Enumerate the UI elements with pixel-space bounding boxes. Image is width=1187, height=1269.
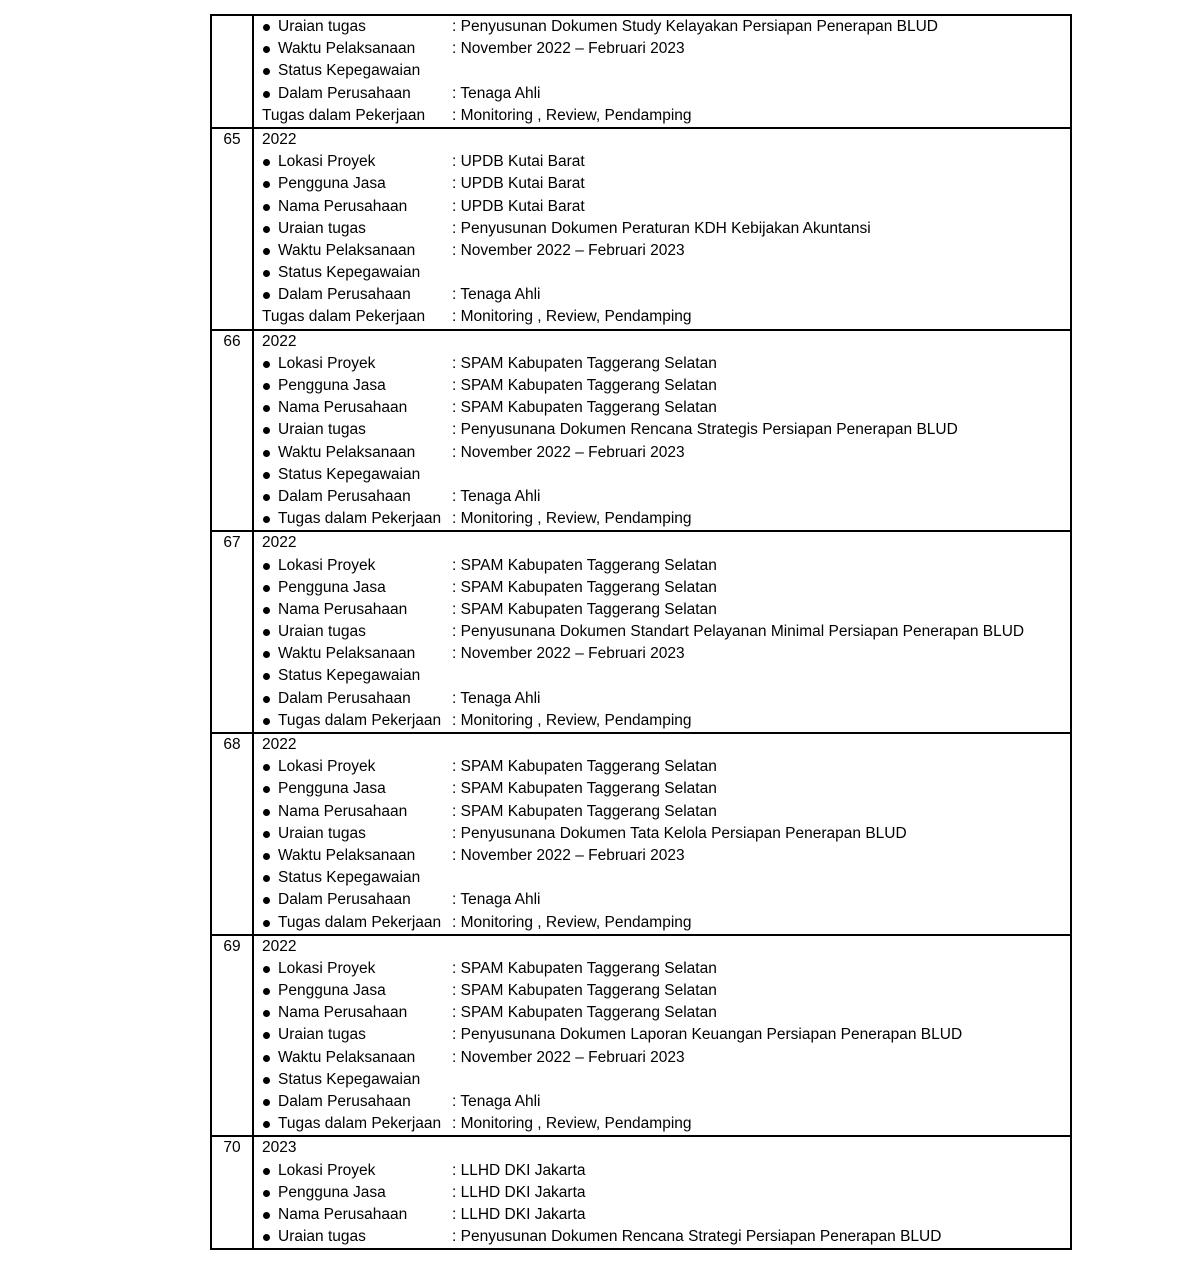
detail-value: : SPAM Kabupaten Taggerang Selatan bbox=[452, 982, 717, 1000]
detail-line bbox=[262, 151, 1066, 173]
detail-value: : November 2022 – Februari 2023 bbox=[452, 1048, 685, 1066]
detail-label: Dalam Perusahaan bbox=[278, 286, 411, 304]
detail-line bbox=[262, 555, 1066, 577]
detail-value bbox=[452, 1069, 1066, 1091]
detail-label: Nama Perusahaan bbox=[278, 1004, 408, 1022]
table-row bbox=[212, 936, 1070, 1138]
detail-value: : UPDB Kutai Barat bbox=[452, 197, 585, 215]
bullet-icon bbox=[262, 801, 278, 823]
detail-value: : UPDB Kutai Barat bbox=[452, 175, 585, 193]
detail-label: Waktu Pelaksanaan bbox=[278, 846, 416, 864]
detail-line bbox=[262, 577, 1066, 599]
detail-label: Pengguna Jasa bbox=[278, 578, 386, 596]
detail-value: : SPAM Kabupaten Taggerang Selatan bbox=[452, 802, 717, 820]
detail-value: : November 2022 – Februari 2023 bbox=[452, 241, 685, 259]
detail-line bbox=[262, 419, 1066, 441]
detail-label: Dalam Perusahaan bbox=[278, 1093, 411, 1110]
row-number-cell bbox=[212, 532, 254, 732]
row-content-cell bbox=[254, 331, 1070, 531]
bullet-icon bbox=[262, 83, 278, 105]
detail-value: : SPAM Kabupaten Taggerang Selatan bbox=[452, 959, 717, 977]
detail-label: Tugas dalam Pekerjaan bbox=[278, 510, 442, 528]
detail-value: : Penyusunana Dokumen Rencana Strategis Persiapan Penerapan BLUD bbox=[452, 421, 958, 439]
detail-label: Tugas dalam Pekerjaan bbox=[278, 913, 442, 931]
detail-value: : SPAM Kabupaten Taggerang Selatan bbox=[452, 354, 717, 372]
row-number-cell bbox=[212, 129, 254, 329]
detail-value: : Penyusunan Dokumen Study Kelayakan Persiapan Penerapan BLUD bbox=[452, 18, 938, 35]
detail-line bbox=[262, 240, 1066, 262]
detail-line bbox=[262, 1024, 1066, 1046]
bullet-icon bbox=[262, 665, 278, 687]
detail-value: : November 2022 – Februari 2023 bbox=[452, 846, 685, 864]
detail-line bbox=[262, 173, 1066, 195]
bullet-icon bbox=[262, 1047, 278, 1069]
table-row bbox=[212, 129, 1070, 331]
detail-line bbox=[262, 218, 1066, 240]
bullet-icon bbox=[262, 1182, 278, 1204]
bullet-icon bbox=[262, 151, 278, 173]
bullet-icon bbox=[262, 38, 278, 60]
detail-line bbox=[262, 688, 1066, 710]
detail-value: : Monitoring , Review, Pendamping bbox=[452, 913, 692, 931]
detail-label: Waktu Pelaksanaan bbox=[278, 645, 416, 663]
row-number: 68 bbox=[223, 736, 241, 753]
detail-line bbox=[262, 397, 1066, 419]
bullet-icon bbox=[262, 240, 278, 262]
detail-line bbox=[262, 105, 1066, 127]
detail-line bbox=[262, 1002, 1066, 1024]
detail-value: : Tenaga Ahli bbox=[452, 84, 541, 102]
detail-line bbox=[262, 845, 1066, 867]
detail-label: Status Kepegawaian bbox=[278, 264, 421, 282]
detail-label: Lokasi Proyek bbox=[278, 758, 376, 776]
year-label: 2022 bbox=[262, 130, 297, 148]
detail-line bbox=[262, 306, 1066, 328]
bullet-icon bbox=[262, 555, 278, 577]
detail-label: Status Kepegawaian bbox=[278, 667, 421, 685]
detail-value: : SPAM Kabupaten Taggerang Selatan bbox=[452, 556, 717, 574]
bullet-icon bbox=[262, 196, 278, 218]
detail-line bbox=[262, 284, 1066, 306]
bullet-icon bbox=[262, 710, 278, 732]
bullet-icon bbox=[262, 173, 278, 195]
detail-label: Lokasi Proyek bbox=[278, 556, 376, 574]
detail-value: : Penyusunana Dokumen Tata Kelola Persiapan Penerapan BLUD bbox=[452, 824, 907, 842]
detail-label: Status Kepegawaian bbox=[278, 465, 421, 483]
bullet-icon bbox=[262, 1113, 278, 1135]
detail-line bbox=[262, 912, 1066, 934]
bullet-icon bbox=[262, 218, 278, 240]
detail-label: Waktu Pelaksanaan bbox=[278, 1048, 416, 1066]
detail-label: Tugas dalam Pekerjaan bbox=[262, 106, 426, 124]
row-content-cell bbox=[254, 532, 1070, 732]
detail-value: : Penyusunan Dokumen Rencana Strategi Persiapan Penerapan BLUD bbox=[452, 1228, 942, 1246]
detail-value: : Monitoring , Review, Pendamping bbox=[452, 308, 692, 326]
detail-label: Pengguna Jasa bbox=[278, 1183, 386, 1201]
detail-label: Lokasi Proyek bbox=[278, 153, 376, 171]
year-label: 2022 bbox=[262, 937, 297, 955]
table-row bbox=[212, 16, 1070, 129]
bullet-icon bbox=[262, 508, 278, 530]
bullet-icon bbox=[262, 889, 278, 911]
detail-label: Lokasi Proyek bbox=[278, 959, 376, 977]
bullet-icon bbox=[262, 1226, 278, 1248]
bullet-icon bbox=[262, 375, 278, 397]
table-row bbox=[212, 1137, 1070, 1248]
detail-line bbox=[262, 980, 1066, 1002]
detail-value: : Monitoring , Review, Pendamping bbox=[452, 510, 692, 528]
bullet-icon bbox=[262, 688, 278, 710]
detail-label: Uraian tugas bbox=[278, 1228, 366, 1246]
detail-line bbox=[262, 710, 1066, 732]
detail-label: Uraian tugas bbox=[278, 219, 366, 237]
detail-line bbox=[262, 83, 1066, 105]
detail-line bbox=[262, 665, 1066, 687]
bullet-icon bbox=[262, 621, 278, 643]
detail-label: Pengguna Jasa bbox=[278, 982, 386, 1000]
bullet-icon bbox=[262, 486, 278, 508]
bullet-icon bbox=[262, 867, 278, 889]
detail-line bbox=[262, 375, 1066, 397]
bullet-icon bbox=[262, 823, 278, 845]
detail-line bbox=[262, 867, 1066, 889]
bullet-icon bbox=[262, 16, 278, 38]
row-content-cell bbox=[254, 1137, 1070, 1248]
detail-line bbox=[262, 442, 1066, 464]
year-label: 2022 bbox=[262, 332, 297, 350]
detail-value: : Tenaga Ahli bbox=[452, 1093, 541, 1110]
bullet-icon bbox=[262, 464, 278, 486]
detail-value: : Tenaga Ahli bbox=[452, 487, 541, 505]
table-row bbox=[212, 331, 1070, 533]
row-number: 67 bbox=[223, 534, 241, 552]
bullet-icon bbox=[262, 1204, 278, 1226]
detail-value: : SPAM Kabupaten Taggerang Selatan bbox=[452, 399, 717, 417]
detail-line bbox=[262, 464, 1066, 486]
detail-value: : SPAM Kabupaten Taggerang Selatan bbox=[452, 780, 717, 798]
detail-label: Nama Perusahaan bbox=[278, 399, 408, 417]
bullet-icon bbox=[262, 756, 278, 778]
detail-line bbox=[262, 643, 1066, 665]
bullet-icon bbox=[262, 845, 278, 867]
detail-value: : Monitoring , Review, Pendamping bbox=[452, 1115, 692, 1133]
year-label: 2022 bbox=[262, 534, 297, 552]
detail-line bbox=[262, 1091, 1066, 1113]
detail-label: Uraian tugas bbox=[278, 623, 366, 641]
projects-table bbox=[210, 14, 1072, 1250]
bullet-icon bbox=[262, 643, 278, 665]
bullet-icon bbox=[262, 1069, 278, 1091]
detail-label: Status Kepegawaian bbox=[278, 1070, 421, 1088]
detail-label: Uraian tugas bbox=[278, 421, 366, 439]
row-content-cell bbox=[254, 734, 1070, 934]
detail-label: Nama Perusahaan bbox=[278, 197, 408, 215]
detail-line bbox=[262, 1047, 1066, 1069]
detail-label: Uraian tugas bbox=[278, 18, 366, 35]
detail-value bbox=[452, 867, 1066, 889]
detail-label: Nama Perusahaan bbox=[278, 802, 408, 820]
detail-label: Tugas dalam Pekerjaan bbox=[262, 308, 426, 326]
detail-line bbox=[262, 508, 1066, 530]
detail-value: : UPDB Kutai Barat bbox=[452, 153, 585, 171]
detail-label: Waktu Pelaksanaan bbox=[278, 40, 416, 58]
row-number: 70 bbox=[223, 1139, 241, 1157]
detail-value bbox=[452, 262, 1066, 284]
row-number-cell bbox=[212, 1137, 254, 1248]
detail-value bbox=[452, 665, 1066, 687]
bullet-icon bbox=[262, 1160, 278, 1182]
detail-line bbox=[262, 196, 1066, 218]
bullet-icon bbox=[262, 1024, 278, 1046]
detail-line bbox=[262, 958, 1066, 980]
detail-line bbox=[262, 823, 1066, 845]
detail-value: : Tenaga Ahli bbox=[452, 286, 541, 304]
bullet-icon bbox=[262, 778, 278, 800]
detail-line bbox=[262, 778, 1066, 800]
detail-label: Nama Perusahaan bbox=[278, 600, 408, 618]
bullet-icon bbox=[262, 599, 278, 621]
detail-label: Lokasi Proyek bbox=[278, 1161, 376, 1179]
detail-label: Lokasi Proyek bbox=[278, 354, 376, 372]
detail-value: : SPAM Kabupaten Taggerang Selatan bbox=[452, 1004, 717, 1022]
detail-label: Tugas dalam Pekerjaan bbox=[278, 1115, 442, 1133]
detail-value bbox=[452, 464, 1066, 486]
detail-line bbox=[262, 486, 1066, 508]
detail-value: : Penyusunana Dokumen Laporan Keuangan Persiapan Penerapan BLUD bbox=[452, 1026, 963, 1044]
detail-line bbox=[262, 1160, 1066, 1182]
detail-line bbox=[262, 1069, 1066, 1091]
detail-label: Uraian tugas bbox=[278, 1026, 366, 1044]
detail-label: Pengguna Jasa bbox=[278, 780, 386, 798]
detail-value bbox=[452, 60, 1066, 82]
row-number-cell bbox=[212, 16, 254, 127]
row-number-cell bbox=[212, 331, 254, 531]
detail-line bbox=[262, 60, 1066, 82]
row-number: 65 bbox=[223, 130, 241, 148]
bullet-icon bbox=[262, 1091, 278, 1113]
row-number: 69 bbox=[223, 937, 241, 955]
detail-value: : Monitoring , Review, Pendamping bbox=[452, 711, 692, 729]
detail-label: Dalam Perusahaan bbox=[278, 487, 411, 505]
detail-label: Waktu Pelaksanaan bbox=[278, 443, 416, 461]
detail-line bbox=[262, 38, 1066, 60]
detail-value: : Monitoring , Review, Pendamping bbox=[452, 106, 692, 124]
detail-value: : Penyusunan Dokumen Peraturan KDH Kebijakan Akuntansi bbox=[452, 219, 871, 237]
bullet-icon bbox=[262, 397, 278, 419]
bullet-icon bbox=[262, 419, 278, 441]
detail-label: Pengguna Jasa bbox=[278, 377, 386, 394]
detail-value: : SPAM Kabupaten Taggerang Selatan bbox=[452, 578, 717, 596]
bullet-icon bbox=[262, 980, 278, 1002]
bullet-icon bbox=[262, 958, 278, 980]
detail-line bbox=[262, 889, 1066, 911]
detail-value: : Penyusunana Dokumen Standart Pelayanan Minimal Persiapan Penerapan BLUD bbox=[452, 623, 1025, 641]
detail-label: Status Kepegawaian bbox=[278, 62, 421, 80]
year-label: 2023 bbox=[262, 1139, 297, 1157]
bullet-icon bbox=[262, 284, 278, 306]
row-content-cell bbox=[254, 16, 1070, 127]
row-number: 66 bbox=[223, 332, 241, 350]
detail-value: : Tenaga Ahli bbox=[452, 689, 541, 707]
detail-line bbox=[262, 262, 1066, 284]
detail-value: : November 2022 – Februari 2023 bbox=[452, 40, 685, 58]
bullet-icon bbox=[262, 577, 278, 599]
year-label: 2022 bbox=[262, 736, 297, 753]
bullet-icon bbox=[262, 353, 278, 375]
row-number-cell bbox=[212, 936, 254, 1136]
detail-line bbox=[262, 621, 1066, 643]
detail-label: Pengguna Jasa bbox=[278, 175, 386, 193]
detail-line bbox=[262, 801, 1066, 823]
detail-line bbox=[262, 353, 1066, 375]
detail-line bbox=[262, 599, 1066, 621]
bullet-icon bbox=[262, 262, 278, 284]
detail-line bbox=[262, 1113, 1066, 1135]
detail-line bbox=[262, 756, 1066, 778]
row-number-cell bbox=[212, 734, 254, 934]
detail-line bbox=[262, 1182, 1066, 1204]
detail-value: : November 2022 – Februari 2023 bbox=[452, 443, 685, 461]
bullet-icon bbox=[262, 442, 278, 464]
table-row bbox=[212, 734, 1070, 936]
detail-line bbox=[262, 16, 1066, 38]
detail-value: : LLHD DKI Jakarta bbox=[452, 1183, 586, 1201]
detail-label: Tugas dalam Pekerjaan bbox=[278, 711, 442, 729]
detail-value: : SPAM Kabupaten Taggerang Selatan bbox=[452, 377, 717, 394]
detail-label: Dalam Perusahaan bbox=[278, 689, 411, 707]
detail-line bbox=[262, 1204, 1066, 1226]
detail-value: : Tenaga Ahli bbox=[452, 891, 541, 909]
detail-value: : SPAM Kabupaten Taggerang Selatan bbox=[452, 600, 717, 618]
detail-label: Nama Perusahaan bbox=[278, 1205, 408, 1223]
row-content-cell bbox=[254, 936, 1070, 1136]
detail-label: Waktu Pelaksanaan bbox=[278, 241, 416, 259]
detail-value: : November 2022 – Februari 2023 bbox=[452, 645, 685, 663]
detail-value: : LLHD DKI Jakarta bbox=[452, 1205, 586, 1223]
bullet-icon bbox=[262, 1002, 278, 1024]
detail-label: Uraian tugas bbox=[278, 824, 366, 842]
bullet-icon bbox=[262, 60, 278, 82]
bullet-icon bbox=[262, 912, 278, 934]
detail-value: : LLHD DKI Jakarta bbox=[452, 1161, 586, 1179]
detail-line bbox=[262, 1226, 1066, 1248]
detail-value: : SPAM Kabupaten Taggerang Selatan bbox=[452, 758, 717, 776]
detail-label: Dalam Perusahaan bbox=[278, 891, 411, 909]
row-content-cell bbox=[254, 129, 1070, 329]
detail-label: Dalam Perusahaan bbox=[278, 84, 411, 102]
detail-label: Status Kepegawaian bbox=[278, 869, 421, 887]
table-row bbox=[212, 532, 1070, 734]
